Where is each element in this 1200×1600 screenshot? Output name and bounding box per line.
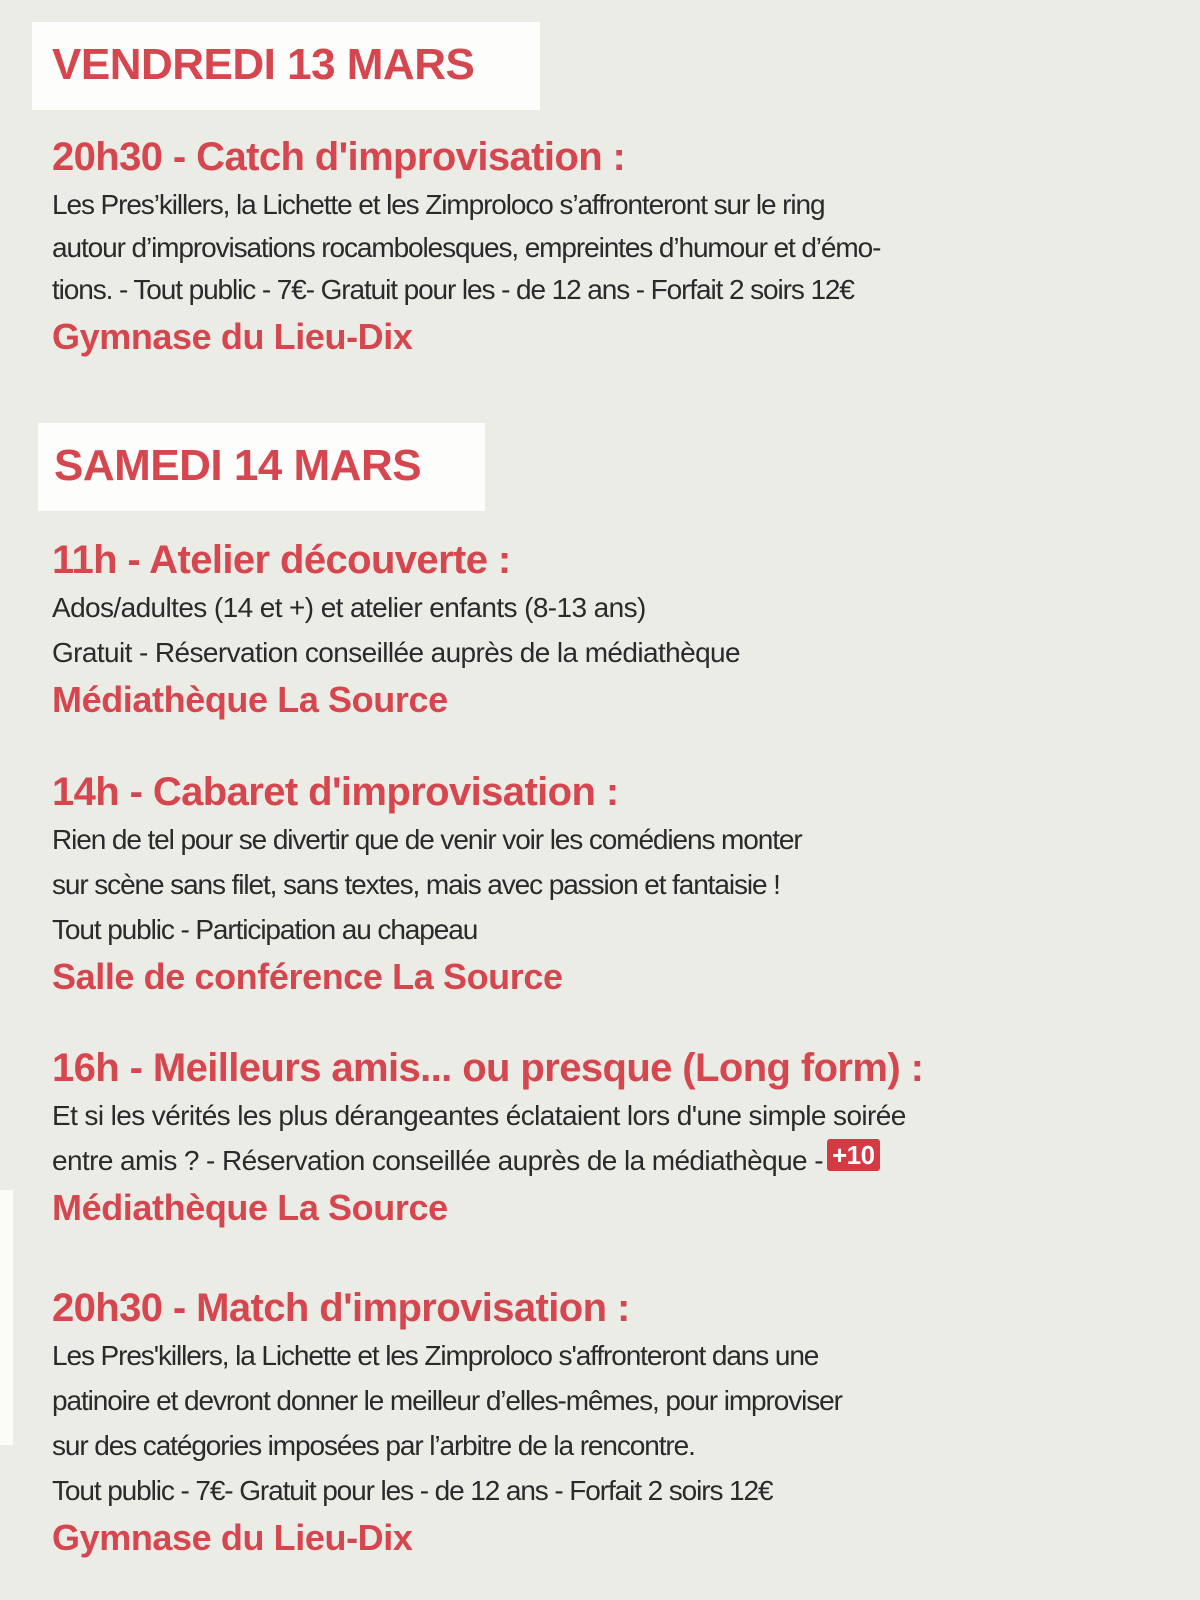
day-header-saturday [38,423,485,511]
event-description-line: sur des catégories imposées par l’arbitre de la rencontre. [52,1430,695,1461]
event-description-line: Tout public - 7€- Gratuit pour les - de 12 ans - Forfait 2 soirs 12€ [52,1475,773,1506]
event-title: 14h - Cabaret d'improvisation : [52,770,619,814]
event-description-line: Gratuit - Réservation conseillée auprès de la médiathèque [52,637,740,668]
event-description-line: Et si les vérités les plus dérangeantes éclataient lors d'une simple soirée [52,1100,906,1131]
event-venue: Gymnase du Lieu-Dix [52,316,413,357]
event-catch-improvisation [52,134,1182,362]
day-header-label: VENDREDI 13 MARS [52,40,475,89]
event-description-line: autour d’improvisations rocambolesques, empreintes d’humour et d’émo- [52,232,881,263]
event-meilleurs-amis [52,1045,1182,1233]
event-description-line: patinoire et devront donner le meilleur d’elles-mêmes, pour improviser [52,1385,842,1416]
event-venue: Médiathèque La Source [52,1187,448,1228]
day-header-label: SAMEDI 14 MARS [54,441,422,490]
event-atelier-decouverte [52,537,1182,725]
event-description-line: Les Pres'killers, la Lichette et les Zimproloco s'affronteront dans une [52,1340,819,1371]
day-header-friday [32,22,540,110]
event-venue: Salle de conférence La Source [52,956,563,997]
left-edge-strip [0,1190,13,1445]
event-title: 20h30 - Catch d'improvisation : [52,135,626,179]
event-description-line: Ados/adultes (14 et +) et atelier enfants (8-13 ans) [52,592,646,623]
event-cabaret-improvisation [52,769,1182,1002]
event-description-line: Tout public - Participation au chapeau [52,914,478,945]
event-venue: Gymnase du Lieu-Dix [52,1517,413,1558]
event-description-line [52,1138,1182,1183]
event-description-line: Les Pres’killers, la Lichette et les Zimproloco s’affronteront sur le ring [52,189,825,220]
event-title: 16h - Meilleurs amis... ou presque (Long form) : [52,1046,924,1090]
event-description-line: tions. - Tout public - 7€- Gratuit pour les - de 12 ans - Forfait 2 soirs 12€ [52,274,854,305]
event-title: 20h30 - Match d'improvisation : [52,1286,630,1330]
event-title: 11h - Atelier découverte : [52,538,511,582]
event-match-improvisation [52,1285,1182,1563]
event-description-line: Rien de tel pour se divertir que de venir voir les comédiens monter [52,824,802,855]
event-description-line: sur scène sans filet, sans textes, mais avec passion et fantaisie ! [52,869,780,900]
event-venue: Médiathèque La Source [52,679,448,720]
age-rating-badge: +10 [827,1139,880,1171]
event-description-text: entre amis ? - Réservation conseillée auprès de la médiathèque - [52,1145,823,1176]
